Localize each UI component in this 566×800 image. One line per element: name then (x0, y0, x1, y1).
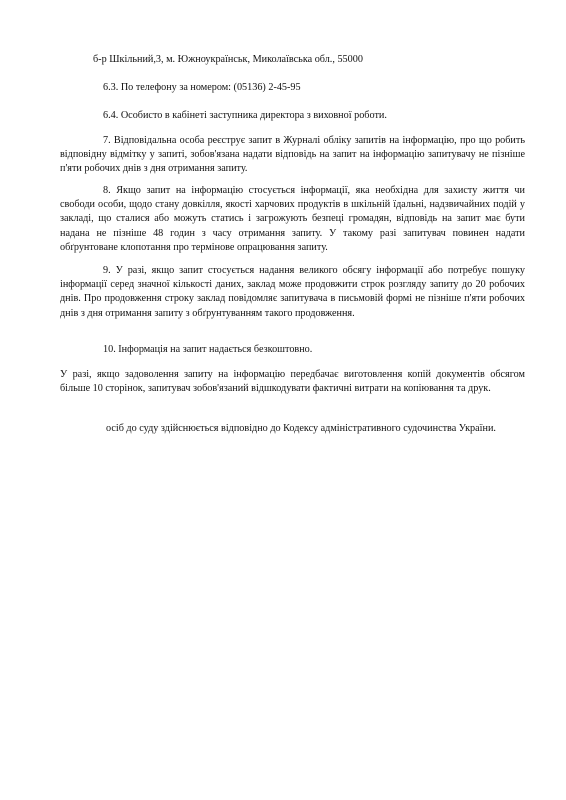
address-line: б-р Шкільний,3, м. Южноукраїнськ, Миколаївська обл., 55000 (93, 54, 363, 65)
copy-costs-text: У разі, якщо задоволення запиту на інформацію передбачає виготовлення копій документів обсягом більше 10 сторінок, запитувач зобов'язаний відшкодувати фактичні витрати на копіювання та друк. (60, 369, 525, 395)
item-7-text: 7. Відповідальна особа реєструє запит в Журналі обліку запитів на інформацію, про що робить відповідну відмітку у запиті, зобов'язана надати відповідь на запит на інформацію запитувачу не пізніше п'яти робочих днів з дня отримання запиту. (60, 135, 525, 175)
item-7-paragraph (60, 134, 525, 177)
item-9-text: 9. У разі, якщо запит стосується надання великого обсягу інформації або потребує пошуку інформації серед значної кількості даних, заклад може продовжити строк розгляду запиту до 20 робочих днів. Про продовження строку заклад повідомляє запитувача в письмовій формі не пізніше п'яти робочих днів з дня отримання запиту з обґрунтуванням такого продовження. (60, 265, 525, 319)
item-10: 10. Інформація на запит надається безкоштовно. (103, 344, 313, 355)
item-8-paragraph (60, 184, 525, 255)
item-6-3: 6.3. По телефону за номером: (05136) 2-45-95 (103, 82, 301, 93)
appeal-text: осіб до суду здійснюється відповідно до Кодексу адміністративного судочинства України. (106, 423, 496, 434)
copy-costs-paragraph (60, 368, 525, 396)
item-9-paragraph (60, 264, 525, 321)
appeal-paragraph (60, 422, 525, 436)
item-6-4: 6.4. Особисто в кабінеті заступника директора з виховної роботи. (103, 110, 387, 121)
item-8-text: 8. Якщо запит на інформацію стосується інформації, яка необхідна для захисту життя чи свободи особи, щодо стану довкілля, якості харчових продуктів в шкільній їдальні, надзвичайних подій у закладі, що сталися або можуть статись і загрожують безпеці громадян, відповідь на запит має бути надана не пізніше 48 годин з часу отримання запиту. У такому разі запитувач повинен надати обґрунтоване клопотання про термінове опрацювання запиту. (60, 185, 525, 253)
